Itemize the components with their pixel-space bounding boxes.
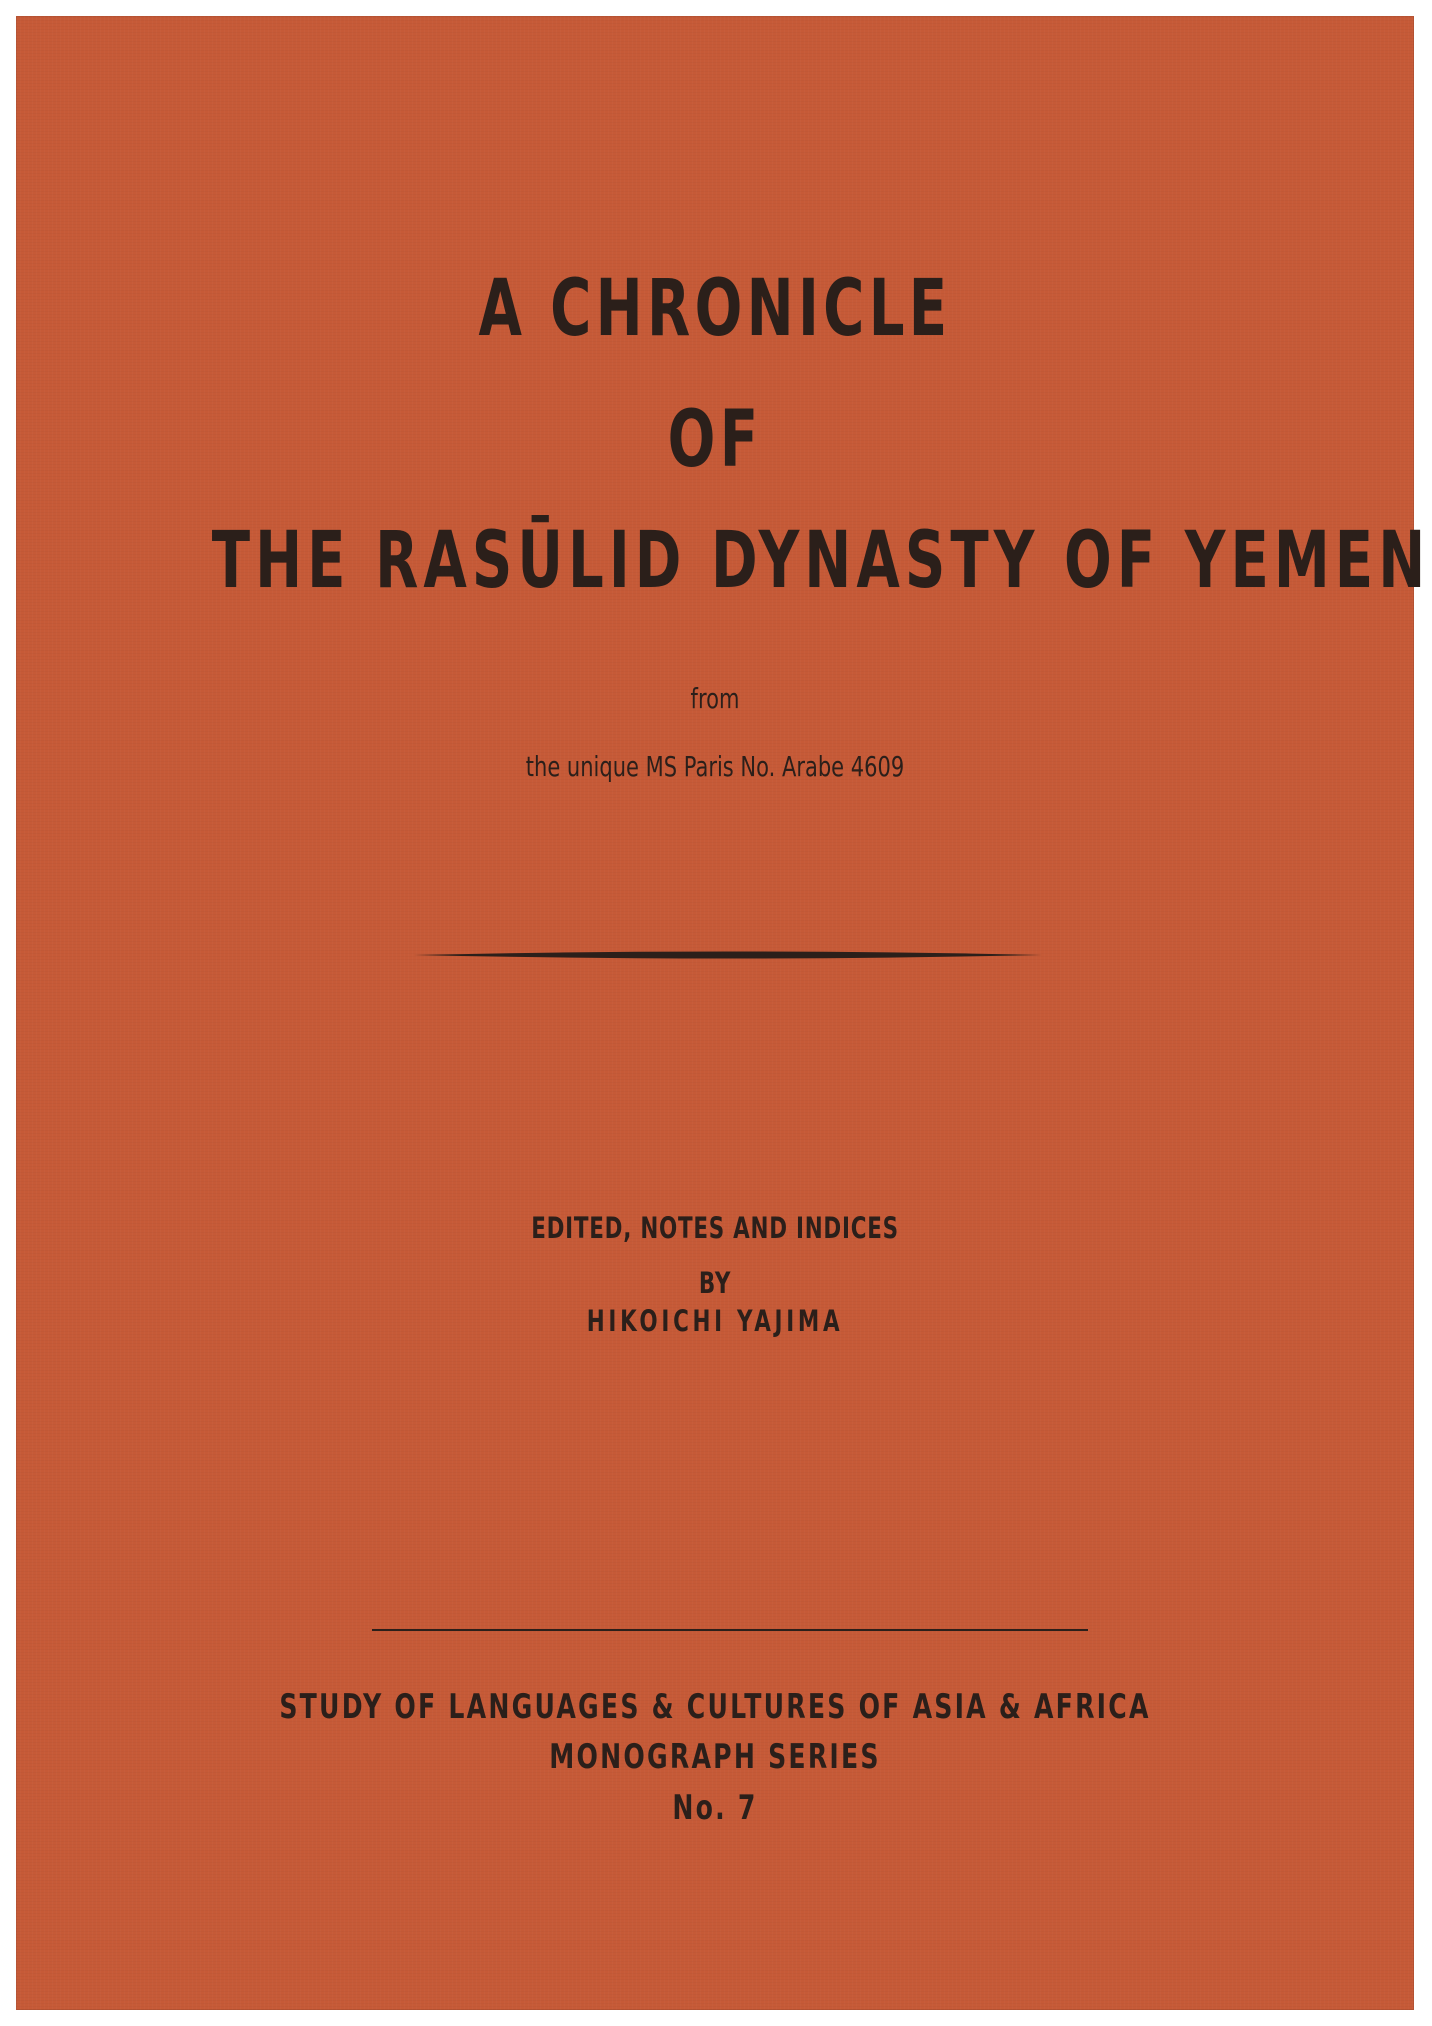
book-cover xyxy=(16,16,1431,2010)
tapered-divider-ornament xyxy=(414,949,1042,961)
series-title-line: STUDY OF LANGUAGES & CULTURES OF ASIA & AFRICA xyxy=(279,1687,1151,1727)
title-line-2: OF xyxy=(667,395,763,485)
series-number: No. 7 xyxy=(672,1788,758,1828)
source-manuscript-text: the unique MS Paris No. Arabe 4609 xyxy=(525,750,905,783)
series-subtitle-line: MONOGRAPH SERIES xyxy=(549,1737,881,1777)
title-line-3: THE RASŪLID DYNASTY OF YEMEN xyxy=(211,516,1431,606)
horizontal-rule xyxy=(372,1629,1088,1631)
editor-credit-line: EDITED, NOTES AND INDICES xyxy=(531,1211,899,1245)
by-line: BY xyxy=(698,1266,732,1300)
from-text: from xyxy=(690,682,740,715)
title-line-1: A CHRONICLE xyxy=(478,264,952,354)
author-name: HIKOICHI YAJIMA xyxy=(586,1304,844,1338)
